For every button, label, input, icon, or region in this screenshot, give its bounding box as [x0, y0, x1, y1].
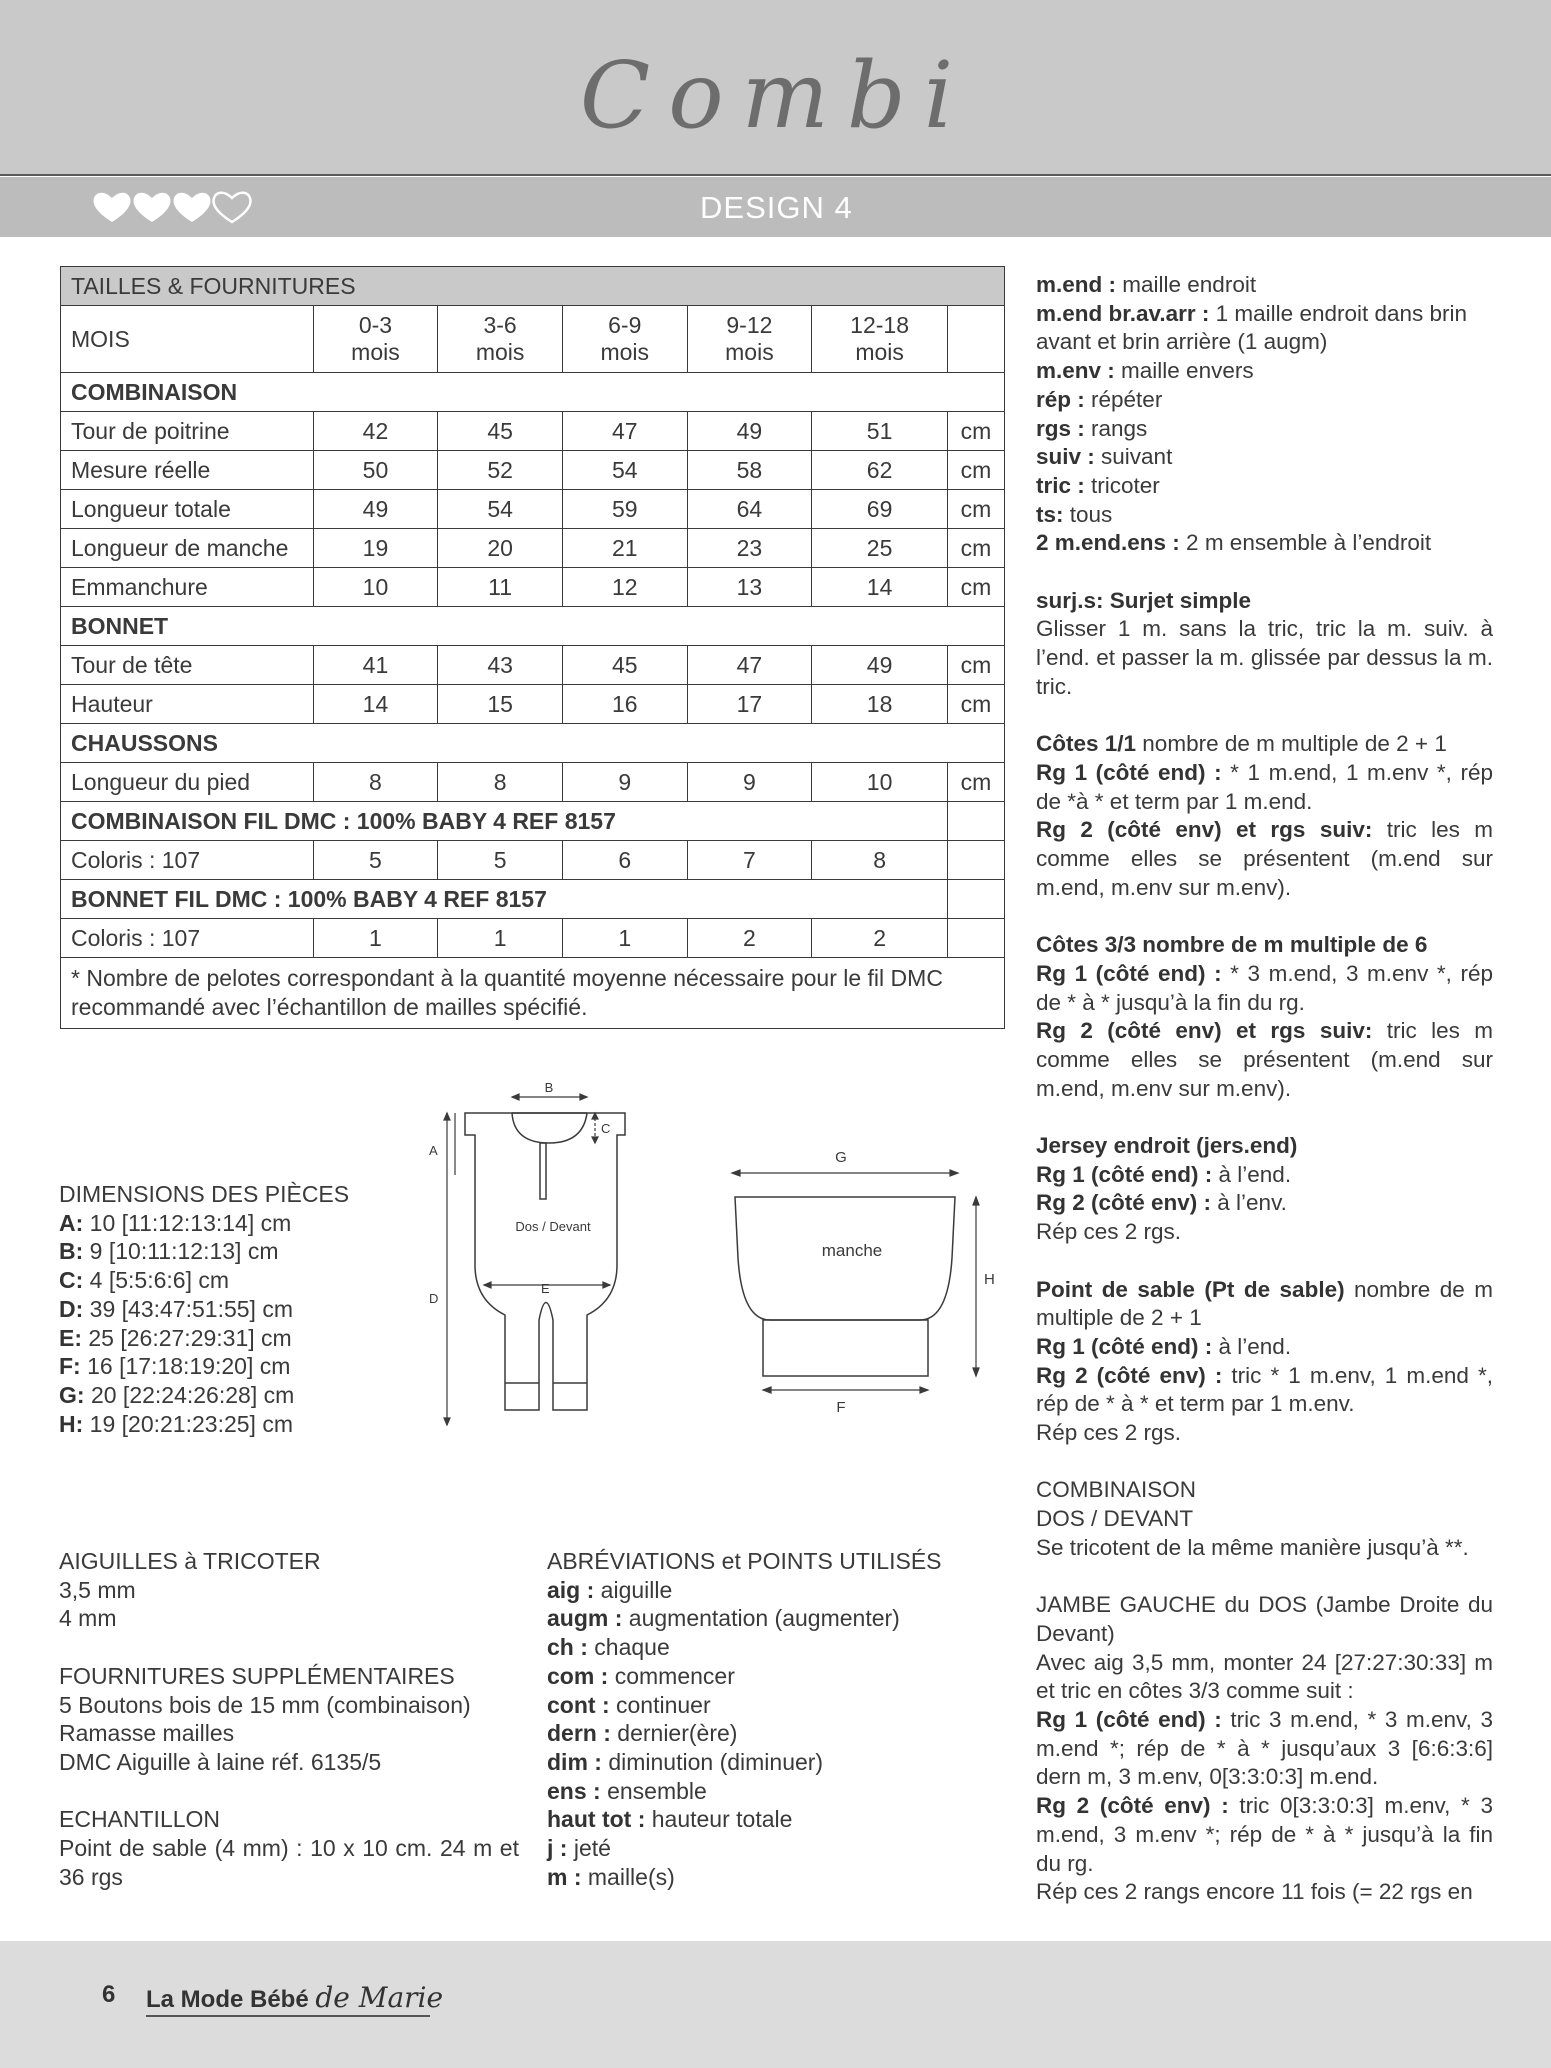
label-e: E	[541, 1281, 550, 1296]
table-row: Emmanchure 10 11 12 13 14 cm	[61, 568, 1005, 607]
difficulty-hearts-icon	[92, 190, 262, 229]
abbreviations-title: ABRÉVIATIONS et POINTS UTILISÉS	[547, 1548, 942, 1574]
brand-underline	[146, 2015, 430, 2017]
section-fil-bonnet: BONNET FIL DMC : 100% BABY 4 REF 8157	[61, 880, 948, 919]
section-chaussons: CHAUSSONS	[61, 724, 1005, 763]
table-title: TAILLES & FOURNITURES	[61, 267, 1005, 306]
placket	[540, 1143, 546, 1199]
section-fil-combinaison: COMBINAISON FIL DMC : 100% BABY 4 REF 8157	[61, 802, 948, 841]
table-row: Hauteur 14 15 16 17 18 cm	[61, 685, 1005, 724]
abbreviations-block: ABRÉVIATIONS et POINTS UTILISÉS aig : aiguille augm : augmentation (augmenter) ch : chaque com : commencer cont : continuer dern : dernier(ère) dim : diminution (diminuer) ens : ensemble haut tot : hauteur totale j : jeté m : maille(s)	[547, 1547, 997, 1891]
size-header: 9-12 mois	[687, 306, 812, 373]
table-row: Tour de tête 41 43 45 47 49 cm	[61, 646, 1005, 685]
table-row: Longueur de manche 19 20 21 23 25 cm	[61, 529, 1005, 568]
gauge-title: ECHANTILLON	[59, 1806, 221, 1833]
gauge-text: Point de sable (4 mm) : 10 x 10 cm. 24 m et 36 rgs	[59, 1835, 519, 1890]
supplies-title: FOURNITURES SUPPLÉMENTAIRES	[59, 1662, 455, 1689]
body-outline	[465, 1113, 625, 1410]
section-combinaison: COMBINAISON	[61, 373, 1005, 412]
table-row: Longueur totale 49 54 59 64 69 cm	[61, 490, 1005, 529]
body-diagram	[415, 1075, 665, 1440]
size-header: 12-18 mois	[812, 306, 948, 373]
sleeve-label: manche	[821, 1241, 883, 1260]
label-c: C	[601, 1121, 611, 1136]
table-row: Mesure réelle 50 52 54 58 62 cm	[61, 451, 1005, 490]
design-number: DESIGN 4	[700, 190, 853, 225]
mois-label: MOIS	[61, 306, 314, 373]
right-column: m.end : maille endroit m.end br.av.arr : 1 maille endroit dans brin avant et brin arrière (1 augm) m.env : maille envers rép : répéter rgs : rangs suiv : suivant tric : tricoter ts: tous 2 m.end.ens : 2 m ensemble à l’endroit surj.s: Surjet simple Glisser 1 m. sans la tric, tric la m. suiv. à l’end. et passer la m. glissée par dessus la m. tric. Côtes 1/1 nombre de m multiple de 2 + 1 Rg 1 (côté end) : * 1 m.end, 1 m.env *, rép de *à * et term par 1 m.end. Rg 2 (côté env) et rgs suiv: tric les m comme elles se présentent (m.end sur m.end, m.env sur m.env). Côtes 3/3 nombre de m multiple de 6 Rg 1 (côté end) : * 3 m.end, 3 m.env *, rép de * à * jusqu’à la fin du rg. Rg 2 (côté env) et rgs suiv: tric les m comme elles se présentent (m.end sur m.end, m.env sur m.env). Jersey endroit (jers.end) Rg 1 (côté end) : à l’end. Rg 2 (côté env) : à l’env. Rép ces 2 rgs. Point de sable (Pt de sable) nombre de m multiple de 2 + 1 Rg 1 (côté end) : à l’end. Rg 2 (côté env) : tric * 1 m.env, 1 m.end *, rép de * à * et term par 1 m.env. Rép ces 2 rgs. COMBINAISON DOS / DEVANT Se tricotent de la même manière jusqu’à **. JAMBE GAUCHE du DOS (Jambe Droite du Devant) Avec aig 3,5 mm, monter 24 [27:27:30:33] m et tric en côtes 3/3 comme suit : Rg 1 (côté end) : tric 3 m.end, * 3 m.env, 3 m.end *; rép de * à * jusqu’aux 3 [6:6:3:6] dern m, 3 m.env, 0[3:3:0:3] m.end. Rg 2 (côté env) : tric 0[3:3:0:3] m.env, * 3 m.end, 3 m.env *; rép de * à * jusqu’à la fin du rg. Rép ces 2 rangs encore 11 fois (= 22 rgs en	[1036, 272, 1493, 1905]
label-a: A	[429, 1143, 438, 1158]
section-title: COMBINAISON	[1036, 1477, 1197, 1503]
brand-name: La Mode Bébé de Marie	[146, 1981, 444, 2014]
dimensions-block: DIMENSIONS DES PIÈCES A: 10 [11:12:13:14] cm B: 9 [10:11:12:13] cm C: 4 [5:5:6:6] cm D: 39 [43:47:51:55] cm E: 25 [26:27:29:31] cm F: 16 [17:18:19:20] cm G: 20 [22:24:26:28] cm H: 19 [20:21:23:25] cm	[59, 1181, 350, 1437]
label-f: F	[836, 1399, 846, 1416]
label-d: D	[429, 1291, 439, 1306]
cuff	[763, 1320, 928, 1376]
surjet-title: surj.s: Surjet simple	[1036, 587, 1252, 613]
header-divider	[0, 174, 1551, 176]
materials-block: AIGUILLES à TRICOTER 3,5 mm 4 mm FOURNITURES SUPPLÉMENTAIRES 5 Boutons bois de 15 mm (combinaison) Ramasse mailles DMC Aiguille à laine réf. 6135/5 ECHANTILLON Point de sable (4 mm) : 10 x 10 cm. 24 m et 36 rgs	[59, 1548, 519, 1890]
needles-title: AIGUILLES à TRICOTER	[59, 1548, 321, 1574]
label-h: H	[984, 1271, 995, 1288]
section-bonnet: BONNET	[61, 607, 1005, 646]
size-header: 6-9 mois	[562, 306, 687, 373]
label-g: G	[835, 1149, 847, 1166]
body-label: Dos / Devant	[515, 1219, 591, 1234]
size-header: 0-3 mois	[313, 306, 438, 373]
page-number: 6	[102, 1981, 116, 2008]
label-b: B	[544, 1080, 554, 1095]
table-row: Longueur du pied 8 8 9 9 10 cm	[61, 763, 1005, 802]
sizes-table	[60, 266, 1005, 1029]
table-row: Coloris : 107 5 5 6 7 8	[61, 841, 1005, 880]
table-note: * Nombre de pelotes correspondant à la quantité moyenne nécessaire pour le fil DMC recommandé avec l’échantillon de mailles spécifié.	[61, 958, 1005, 1029]
table-row: Coloris : 107 1 1 1 2 2	[61, 919, 1005, 958]
dimensions-title: DIMENSIONS DES PIÈCES	[59, 1181, 350, 1207]
page-title: Combi	[579, 42, 972, 149]
sleeve-diagram	[720, 1140, 1010, 1440]
neckline	[512, 1113, 587, 1143]
table-row: Tour de poitrine 42 45 47 49 51 cm	[61, 412, 1005, 451]
size-header: 3-6 mois	[438, 306, 563, 373]
